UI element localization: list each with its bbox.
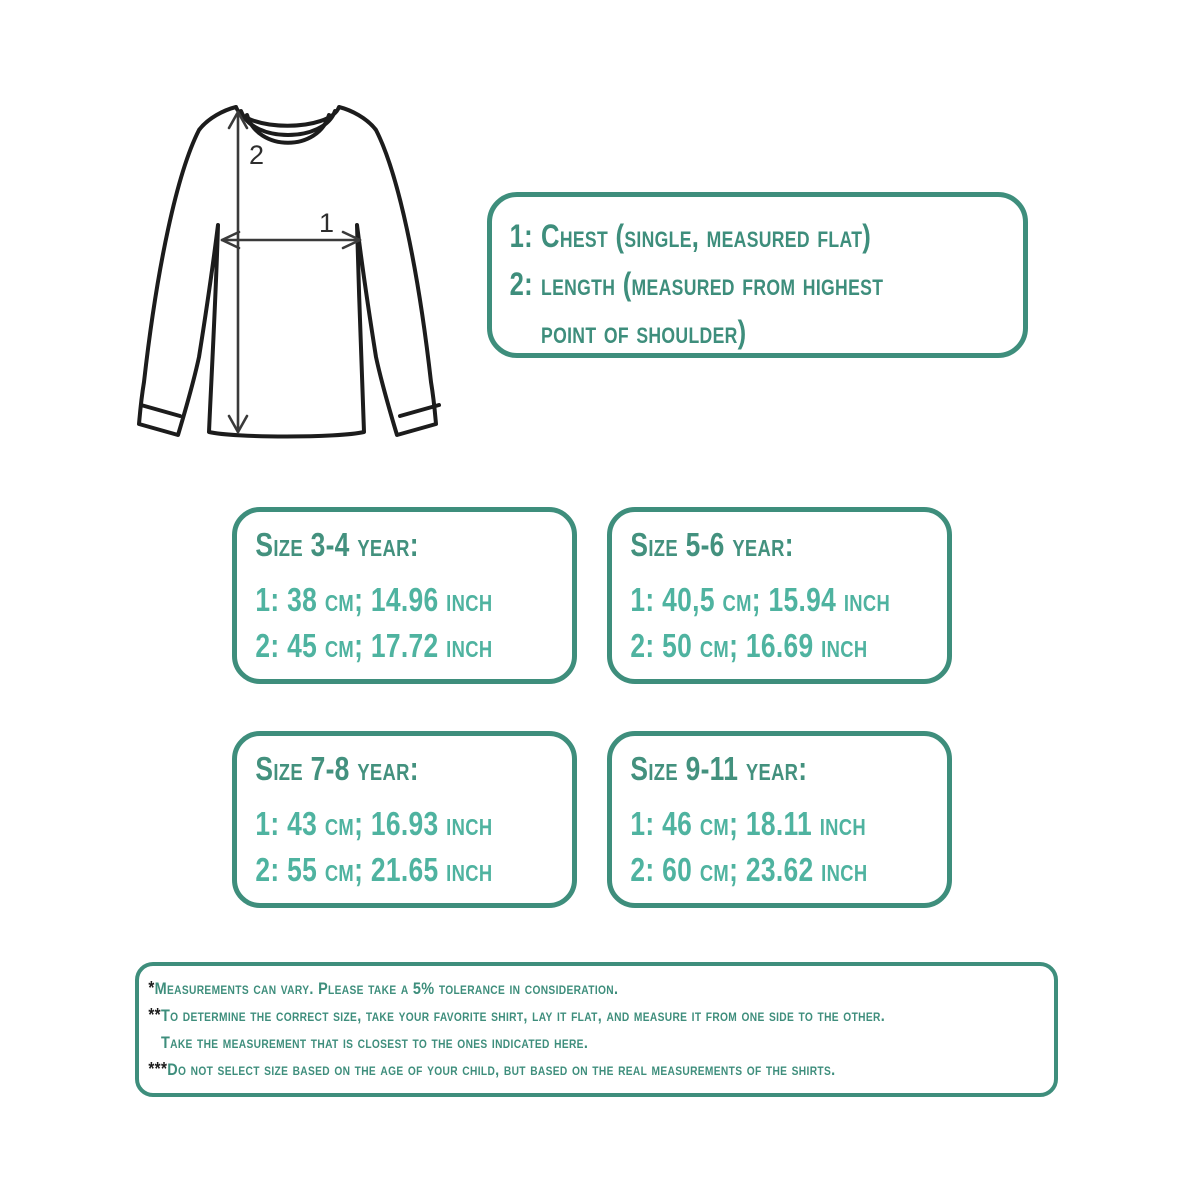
legend-item-chest (510, 212, 1041, 260)
length-measurement: 2: 50 cm; 16.69 inch (630, 627, 868, 664)
long-sleeve-shirt-icon (120, 85, 460, 465)
size-title: Size 9-11 year: (630, 750, 808, 787)
footnote-stars: ** (148, 1005, 161, 1025)
footnote-stars: * (148, 978, 155, 998)
legend-length-text-line2: point of shoulder) (541, 314, 747, 350)
legend-length-number: 2: (509, 266, 534, 302)
size-box-9-11-year (607, 731, 952, 908)
legend-chest-text: Chest (single, measured flat) (541, 218, 872, 254)
size-title: Size 3-4 year: (255, 526, 419, 563)
footnotes-box (135, 962, 1058, 1097)
legend-length-text-line1: length (measured from highest (541, 266, 884, 302)
footnote-tolerance (148, 975, 1063, 1002)
footnote-how-to-measure (148, 1002, 1063, 1056)
footnote-how-to-measure-line2: Take the measurement that is closest to the ones indicated here. (160, 1033, 589, 1052)
size-box-3-4-year (232, 507, 577, 684)
footnote-tolerance-text: Measurements can vary. Please take a 5% tolerance in consideration. (154, 979, 619, 998)
chest-measurement: 1: 43 cm; 16.93 inch (255, 805, 493, 842)
footnote-age-warning (148, 1056, 1063, 1083)
legend-box (487, 192, 1028, 358)
size-title: Size 7-8 year: (255, 750, 419, 787)
chest-arrow-label: 1 (319, 208, 335, 238)
size-box-7-8-year (232, 731, 577, 908)
footnote-how-to-measure-line1: To determine the correct size, take your favorite shirt, lay it flat, and measure it from one side to the other. (160, 1006, 886, 1025)
chest-measurement: 1: 40,5 cm; 15.94 inch (630, 581, 891, 618)
left-cuff-line (141, 405, 180, 416)
size-box-5-6-year (607, 507, 952, 684)
chest-measurement: 1: 38 cm; 14.96 inch (255, 581, 493, 618)
length-measurement: 2: 45 cm; 17.72 inch (255, 627, 493, 664)
legend-item-length (510, 260, 1041, 356)
length-arrow-label: 2 (249, 140, 265, 170)
legend-chest-number: 1: (509, 218, 534, 254)
shirt-outline (139, 107, 436, 437)
length-measurement: 2: 60 cm; 23.62 inch (630, 851, 868, 888)
length-measurement: 2: 55 cm; 21.65 inch (255, 851, 493, 888)
footnote-stars: *** (148, 1059, 168, 1079)
footnote-age-warning-text: Do not select size based on the age of your child, but based on the real measurements of the shirts. (167, 1060, 836, 1079)
size-title: Size 5-6 year: (630, 526, 794, 563)
chest-measurement: 1: 46 cm; 18.11 inch (630, 805, 866, 842)
